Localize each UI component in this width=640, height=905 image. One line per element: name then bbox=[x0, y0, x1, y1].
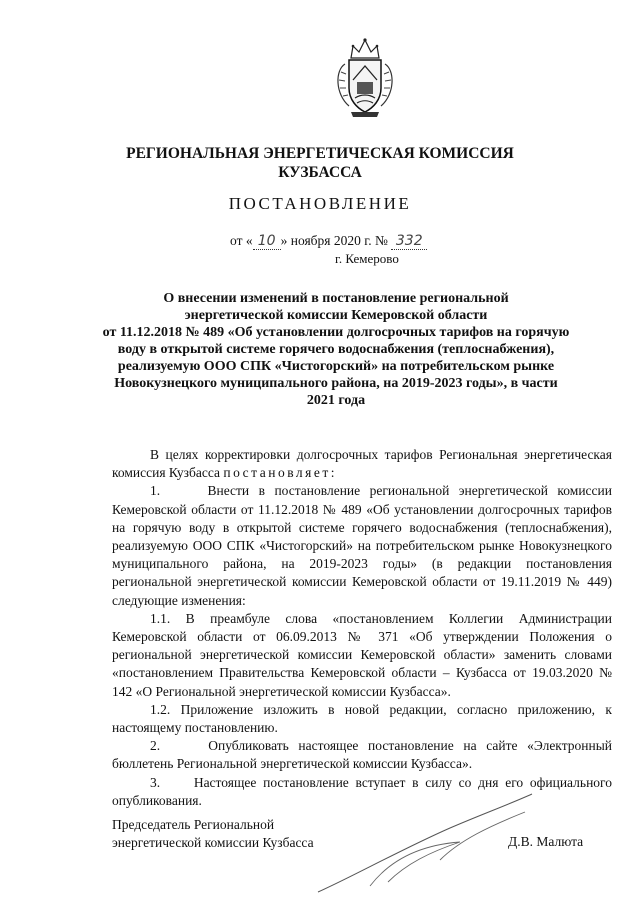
handwritten-day: 10 bbox=[253, 233, 281, 250]
item-1-2-paragraph: 1.2. Приложение изложить в новой редакции, согласно приложению, к настоящему постановлению. bbox=[112, 701, 612, 736]
handwritten-document-number: 332 bbox=[391, 233, 427, 250]
intro-text: В целях корректировки долгосрочных тарифов Региональная энергетическая комиссия Кузбасса bbox=[112, 447, 612, 481]
document-body bbox=[112, 446, 612, 810]
subject-line: от 11.12.2018 № 489 «Об установлении долгосрочных тарифов на горячую bbox=[102, 325, 570, 340]
signatory-position-line2: энергетической комиссии Кузбасса bbox=[112, 835, 314, 850]
subject-line: О внесении изменений в постановление региональной bbox=[163, 291, 509, 306]
subject-line: воду в открытой системе горячего водоснабжения (теплоснабжения), bbox=[117, 342, 555, 357]
item-1-paragraph: 1. Внести в постановление региональной энергетической комиссии Кемеровской области от 11.12.2018 № 489 «Об установлении долгосрочных тарифов на горячую воду в открытой системе горячего водоснабжения (теплоснабжения), реализуемую ООО СПК «Чистогорский» на потребительском рынке Новокузнецкого муниципального района, на 2019-2023 годы» (в редакции постановления региональной энергетической комиссии Кемеровской области от 19.11.2019 № 449) следующие изменения: bbox=[112, 483, 612, 608]
subject-line: Новокузнецкого муниципального района, на 2019-2023 годы», в части bbox=[114, 376, 558, 391]
item-1-1-paragraph: 1.1. В преамбуле слова «постановлением Коллегии Администрации Кемеровской области от 06.09.2013 № 371 «Об утверждении Положения о региональной энергетической комиссии Кемеровской области» заменить словами «постановлением Правительства Кемеровской области – Кузбасса от 19.03.2020 № 142 «О Региональной энергетической комиссии Кузбасса». bbox=[112, 610, 612, 699]
item-2-paragraph: 2. Опубликовать настоящее постановление на сайте «Электронный бюллетень Региональной энергетической комиссии Кузбасса». bbox=[112, 738, 612, 772]
organization-title-line1: РЕГИОНАЛЬНАЯ ЭНЕРГЕТИЧЕСКАЯ КОМИССИЯ bbox=[126, 145, 514, 162]
subject-line: 2021 года bbox=[306, 393, 366, 408]
signatory-position bbox=[112, 816, 314, 852]
resolves-word: постановляет: bbox=[223, 465, 337, 481]
date-number-line bbox=[230, 233, 510, 250]
signatory-position-line1: Председатель Региональной bbox=[112, 817, 275, 832]
subject-line: энергетической комиссии Кемеровской области bbox=[184, 308, 488, 323]
signatory-name: Д.В. Малюта bbox=[508, 834, 584, 849]
document-subject bbox=[96, 290, 576, 409]
intro-paragraph bbox=[112, 446, 612, 482]
kuzbass-coat-of-arms-icon bbox=[331, 36, 399, 120]
date-month-year: » ноября 2020 г. № bbox=[280, 233, 388, 248]
document-kind: ПОСТАНОВЛЕНИЕ bbox=[228, 194, 412, 213]
item-3-paragraph: 3. Настоящее постановление вступает в силу со дня его официального опубликования. bbox=[112, 774, 612, 808]
handwritten-signature-icon bbox=[310, 790, 540, 900]
subject-line: реализуемую ООО СПК «Чистогорский» на потребительском рынке bbox=[117, 359, 555, 374]
organization-title-line2: КУЗБАССА bbox=[278, 164, 362, 181]
date-prefix: от « bbox=[230, 233, 253, 248]
organization-title bbox=[120, 144, 520, 182]
city-line: г. Кемерово bbox=[335, 251, 399, 266]
